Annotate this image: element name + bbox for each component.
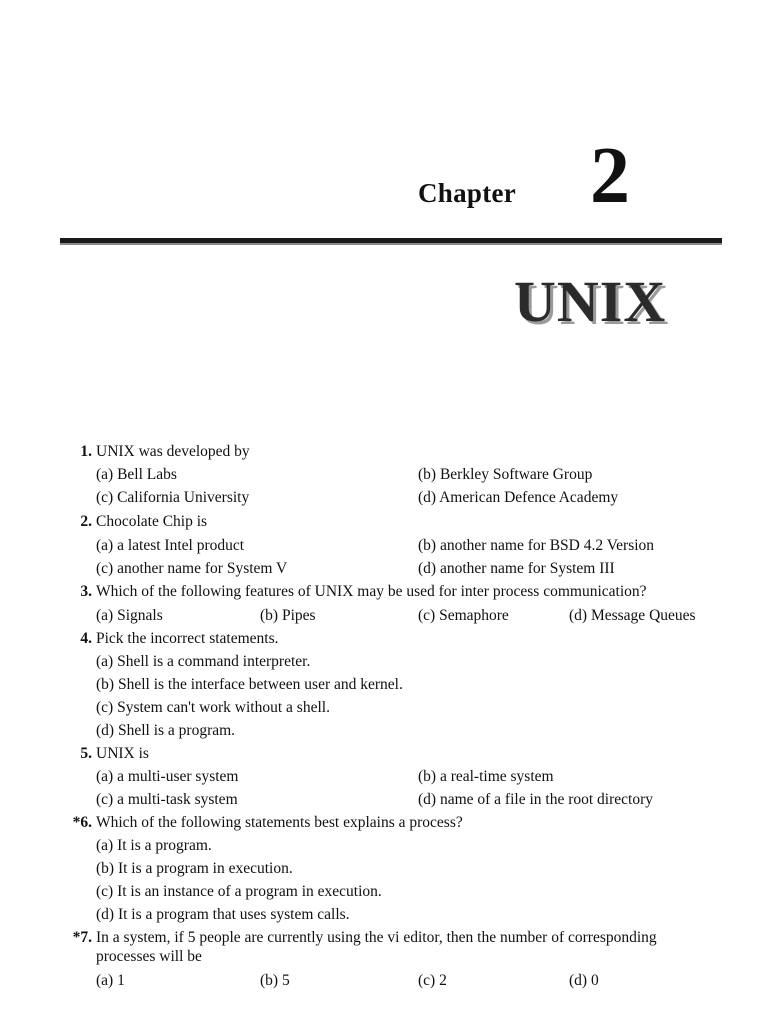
option-3c (418, 607, 509, 625)
option-4c (96, 699, 330, 717)
question-text: Which of the following statements best explains a process? (96, 814, 463, 831)
option-label: (d) (96, 906, 115, 923)
option-1d (418, 489, 618, 507)
option-text: American Defence Academy (439, 489, 619, 506)
option-text: Berkley Software Group (439, 466, 593, 483)
option-label: (b) (260, 607, 279, 624)
option-label: (b) (418, 768, 437, 785)
option-text: Bell Labs (117, 466, 177, 483)
option-label: (c) (96, 791, 114, 808)
question-text: In a system, if 5 people are currently using the vi editor, then the number of corresponding (96, 929, 657, 946)
chapter-title: UNIX (514, 269, 667, 334)
option-2c (96, 560, 287, 578)
question-number: *6. (72, 814, 92, 831)
option-label: (c) (96, 560, 114, 577)
option-6d (96, 906, 350, 924)
option-1b (418, 466, 592, 484)
option-text: It is a program in execution. (117, 860, 293, 877)
option-label: (d) (569, 607, 588, 624)
option-4a (96, 653, 310, 671)
option-text: Shell is a command interpreter. (117, 653, 311, 670)
option-7d (569, 972, 599, 990)
option-2a (96, 537, 244, 555)
question-text: Pick the incorrect statements. (96, 630, 279, 647)
option-5a (96, 768, 238, 786)
option-label: (c) (96, 699, 114, 716)
option-label: (a) (96, 466, 114, 483)
question-text: Which of the following features of UNIX may be used for inter process communication? (96, 583, 647, 600)
option-4b (96, 676, 403, 694)
option-label: (b) (418, 466, 437, 483)
option-1a (96, 466, 177, 484)
option-text: another name for System V (117, 560, 288, 577)
option-label: (d) (418, 791, 437, 808)
option-text: California University (117, 489, 250, 506)
option-label: (a) (96, 837, 114, 854)
option-text: another name for BSD 4.2 Version (439, 537, 655, 554)
option-4d (96, 722, 235, 740)
option-label: (d) (418, 489, 437, 506)
option-3a (96, 607, 163, 625)
option-label: (a) (96, 607, 114, 624)
option-3b (260, 607, 316, 625)
option-7c (418, 972, 447, 990)
option-label: (a) (96, 653, 114, 670)
chapter-number: 2 (590, 132, 630, 220)
question-text: UNIX is (96, 745, 149, 762)
option-text: Pipes (281, 607, 316, 624)
option-7b (260, 972, 290, 990)
option-text: Message Queues (590, 607, 696, 624)
option-text: Signals (117, 607, 163, 624)
option-text: Semaphore (439, 607, 509, 624)
option-text: a multi-user system (117, 768, 239, 785)
option-label: (a) (96, 768, 114, 785)
option-text: 2 (439, 972, 447, 989)
chapter-divider-shadow (60, 243, 722, 245)
option-label: (d) (569, 972, 588, 989)
option-text: 0 (590, 972, 599, 989)
option-label: (c) (96, 883, 114, 900)
option-1c (96, 489, 249, 507)
option-5d (418, 791, 653, 809)
option-text: It is a program. (117, 837, 212, 854)
question-number: *7. (72, 929, 92, 946)
option-text: another name for System III (439, 560, 615, 577)
option-text: 5 (281, 972, 290, 989)
option-5c (96, 791, 238, 809)
option-label: (c) (96, 489, 114, 506)
option-label: (b) (418, 537, 437, 554)
option-text: It is a program that uses system calls. (117, 906, 350, 923)
option-2d (418, 560, 615, 578)
option-6b (96, 860, 293, 878)
option-label: (a) (96, 537, 114, 554)
option-3d (569, 607, 696, 625)
question-number: 4. (80, 630, 92, 647)
option-text: a real-time system (439, 768, 554, 785)
option-label: (a) (96, 972, 114, 989)
option-2b (418, 537, 654, 555)
question-text-continued: processes will be (96, 948, 202, 965)
option-label: (c) (418, 972, 436, 989)
option-text: a latest Intel product (117, 537, 245, 554)
option-6c (96, 883, 382, 901)
option-text: It is an instance of a program in execution. (117, 883, 382, 900)
question-text: Chocolate Chip is (96, 513, 208, 530)
option-label: (c) (418, 607, 436, 624)
option-text: 1 (117, 972, 125, 989)
option-text: Shell is the interface between user and kernel. (117, 676, 403, 693)
option-label: (d) (418, 560, 437, 577)
option-label: (b) (260, 972, 279, 989)
option-label: (b) (96, 860, 115, 877)
question-7-continuation (96, 948, 202, 966)
option-5b (418, 768, 554, 786)
option-text: a multi-task system (117, 791, 238, 808)
question-number: 2. (80, 513, 92, 530)
option-6a (96, 837, 212, 855)
option-label: (d) (96, 722, 115, 739)
option-text: name of a file in the root directory (439, 791, 653, 808)
question-text: UNIX was developed by (96, 443, 250, 460)
option-text: System can't work without a shell. (117, 699, 330, 716)
option-text: Shell is a program. (117, 722, 236, 739)
question-number: 1. (80, 443, 92, 460)
chapter-label: Chapter (418, 178, 517, 208)
question-number: 3. (80, 583, 92, 600)
question-number: 5. (80, 745, 92, 762)
option-label: (b) (96, 676, 115, 693)
option-7a (96, 972, 125, 990)
